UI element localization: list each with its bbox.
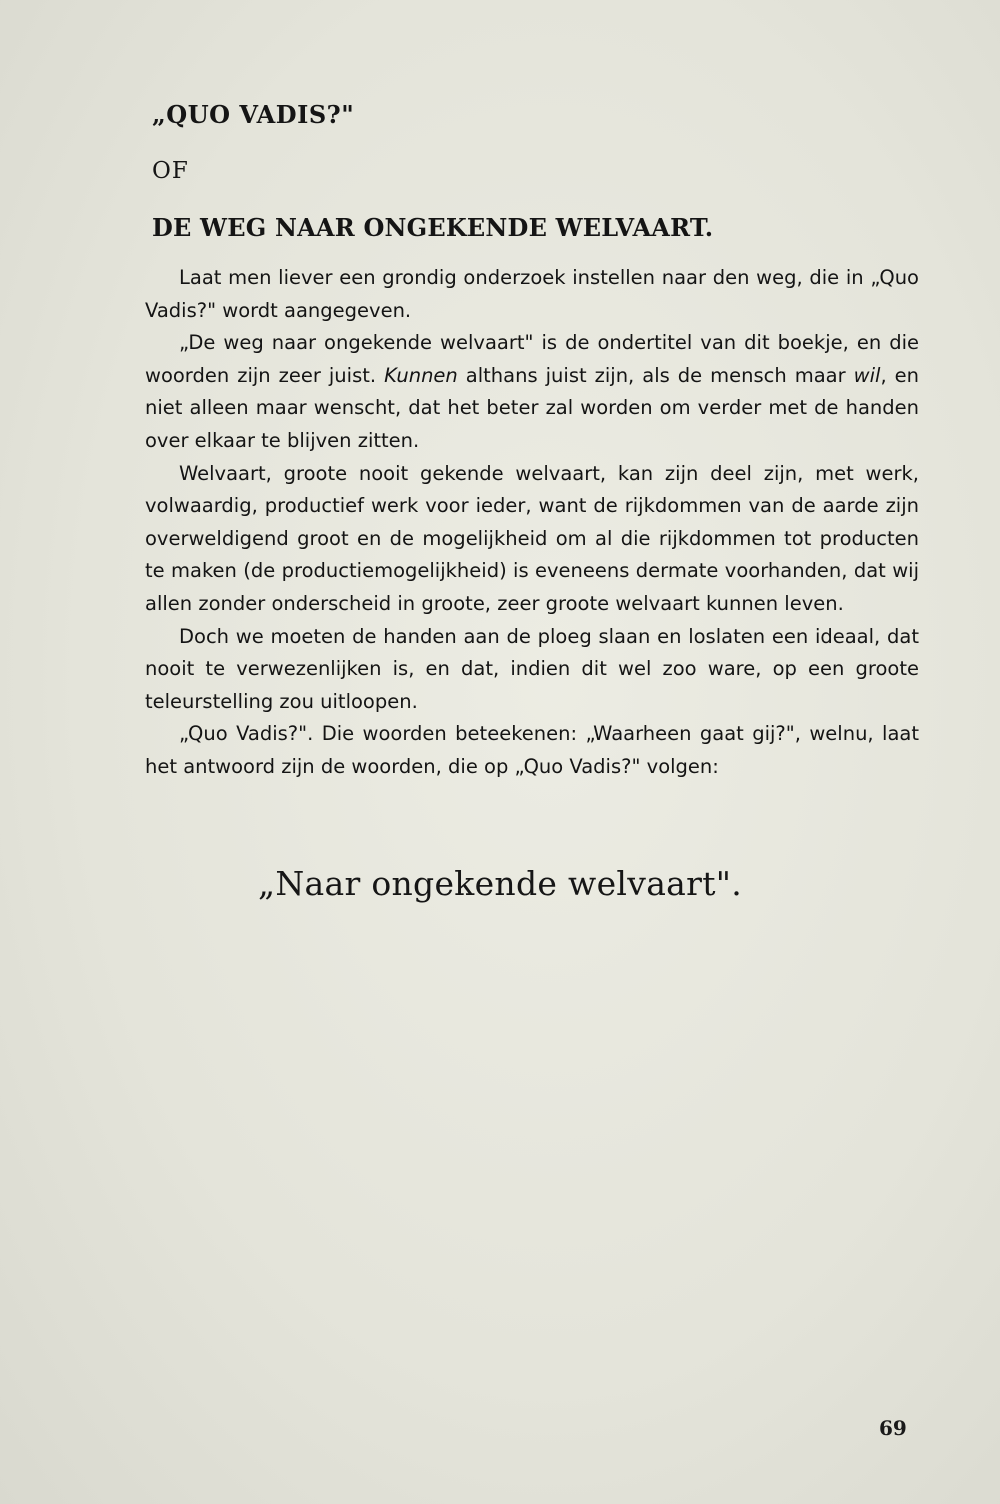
heading-of: OF	[152, 158, 189, 184]
italic-text: wil	[853, 363, 881, 387]
text-segment: Welvaart, groote nooit gekende welvaart, kan zijn deel zijn, met werk, volwaardig, productief werk voor ieder, want de rijkdommen van de aarde zijn overweldigend groot en de mogelijkheid om al die rijkdommen tot producten te maken (de productiemogelijkheid) is eveneens dermate voorhanden, dat wij allen zonder onderscheid in groote, zeer groote welvaart kunnen leven.	[145, 461, 919, 615]
page-number: 69	[879, 1416, 907, 1440]
closing-line: „Naar ongekende welvaart".	[257, 864, 743, 903]
paragraph	[145, 327, 919, 457]
italic-text: Kunnen	[384, 363, 458, 387]
paragraph	[145, 262, 919, 327]
body-text	[145, 262, 919, 784]
text-segment: Doch we moeten de handen aan de ploeg slaan en loslaten een ideaal, dat nooit te verwezenlijken is, en dat, indien dit wel zoo ware, op een groote teleurstelling zou uitloopen.	[145, 624, 919, 713]
text-segment: , en niet alleen maar wenscht, dat het beter zal worden om verder met de handen over elkaar te blijven zitten.	[145, 363, 919, 452]
paragraph	[145, 621, 919, 719]
heading-main-title: DE WEG NAAR ONGEKENDE WELVAART.	[152, 213, 714, 242]
paragraph	[145, 458, 919, 621]
text-segment: „Quo Vadis?". Die woorden beteekenen: „Waarheen gaat gij?", welnu, laat het antwoord zijn de woorden, die op „Quo Vadis?" volgen:	[145, 722, 919, 778]
text-segment: Laat men liever een grondig onderzoek instellen naar den weg, die in „Quo Vadis?" wordt aangegeven.	[145, 266, 919, 322]
heading-quo-vadis: „QUO VADIS?"	[152, 100, 355, 129]
text-segment: „De weg naar ongekende welvaart" is de ondertitel van dit boekje, en die woorden zijn zeer juist.	[145, 331, 919, 387]
paragraph	[145, 718, 919, 783]
text-segment: althans juist zijn, als de mensch maar	[457, 363, 854, 387]
